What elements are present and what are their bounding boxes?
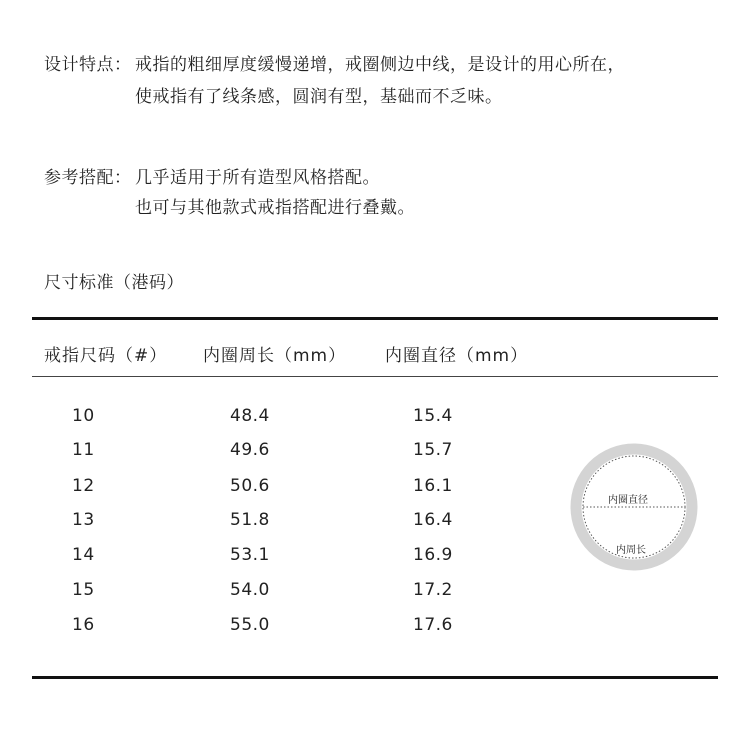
cell-circumference: 53.1 — [230, 545, 270, 565]
header-size: 戒指尺码（#） — [44, 346, 168, 366]
cell-diameter: 15.7 — [413, 440, 453, 460]
cell-circumference: 55.0 — [230, 615, 270, 635]
header-diameter: 内圈直径（mm） — [385, 346, 529, 366]
cell-size: 10 — [72, 406, 95, 426]
circumference-label: 内周长 — [616, 545, 646, 556]
table-top-rule — [32, 317, 718, 320]
cell-diameter: 17.2 — [413, 580, 453, 600]
design-label: 设计特点： — [44, 55, 132, 75]
cell-size: 15 — [72, 580, 95, 600]
cell-size: 13 — [72, 510, 95, 530]
diameter-label: 内圈直径 — [608, 495, 648, 506]
size-title: 尺寸标准（港码） — [44, 273, 184, 293]
design-text-line1: 戒指的粗细厚度缓慢递增，戒圈侧边中线，是设计的用心所在， — [135, 55, 625, 75]
cell-size: 16 — [72, 615, 95, 635]
cell-circumference: 48.4 — [230, 406, 270, 426]
design-text-line2: 使戒指有了线条感，圆润有型，基础而不乏味。 — [135, 87, 503, 107]
header-circumference: 内圈周长（mm） — [203, 346, 347, 366]
matching-label: 参考搭配： — [44, 168, 132, 188]
cell-size: 12 — [72, 476, 95, 496]
cell-size: 14 — [72, 545, 95, 565]
table-header-rule — [32, 376, 718, 377]
cell-diameter: 17.6 — [413, 615, 453, 635]
cell-diameter: 15.4 — [413, 406, 453, 426]
cell-diameter: 16.1 — [413, 476, 453, 496]
ring-size-diagram — [568, 441, 700, 573]
cell-diameter: 16.4 — [413, 510, 453, 530]
matching-text-line2: 也可与其他款式戒指搭配进行叠戴。 — [135, 198, 415, 218]
cell-circumference: 50.6 — [230, 476, 270, 496]
cell-circumference: 49.6 — [230, 440, 270, 460]
matching-text-line1: 几乎适用于所有造型风格搭配。 — [135, 168, 380, 188]
cell-circumference: 54.0 — [230, 580, 270, 600]
table-bottom-rule — [32, 676, 718, 679]
cell-diameter: 16.9 — [413, 545, 453, 565]
cell-circumference: 51.8 — [230, 510, 270, 530]
cell-size: 11 — [72, 440, 95, 460]
